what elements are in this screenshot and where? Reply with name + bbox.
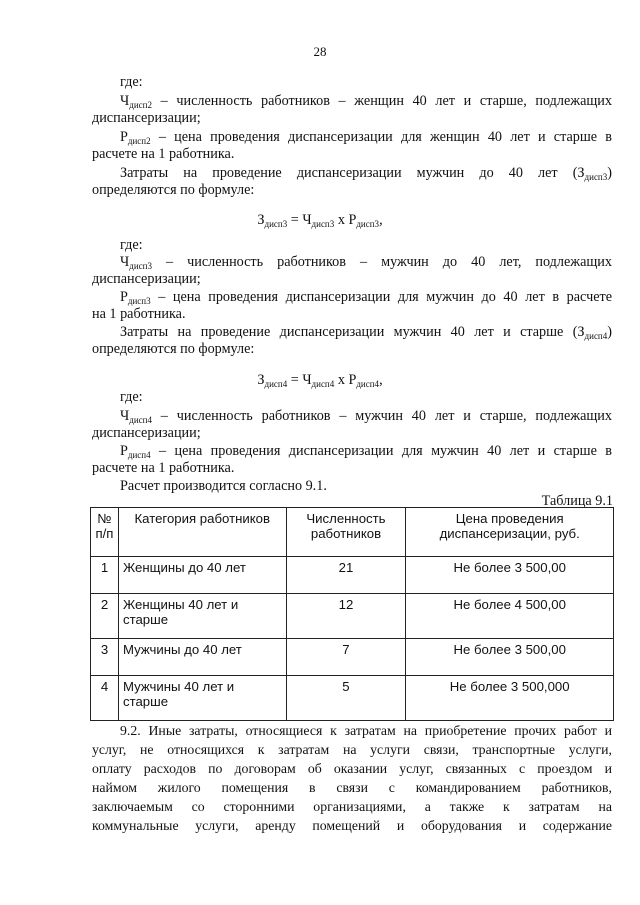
costs-men-40-plus-intro: Затраты на проведение диспансеризации мужчин 40 лет и старше $(З_{дисп4})$	[120, 324, 612, 341]
cell-number: 2	[91, 594, 119, 639]
where-label: где:	[120, 389, 143, 405]
where-label: где:	[120, 237, 143, 253]
section-9-2-line: услуг, не относящихся к затратам на услуги связи, транспортные услуги,	[92, 742, 612, 757]
cell-category: Мужчины до 40 лет	[118, 639, 286, 676]
header-number: № п/п	[91, 508, 119, 557]
header-count: Численность работников	[286, 508, 406, 557]
definition-r-disp3-cont: на 1 работника.	[92, 306, 186, 322]
definition-r-disp4: $Р_{дисп4}$ – цена проведения диспансеризации для мужчин 40 лет и старше в	[120, 443, 612, 460]
definition-ch-disp3-cont: диспансеризации;	[92, 271, 201, 287]
definition-ch-disp4-cont: диспансеризации;	[92, 425, 201, 441]
costs-men-under-40-intro-cont: определяются по формуле:	[92, 182, 255, 198]
header-category: Категория работников	[118, 508, 286, 557]
formula-disp3: $З_{дисп3} = Ч_{дисп3}$ х $Р_{дисп3}$,	[257, 212, 383, 229]
definition-ch-disp4: $Ч_{дисп4}$ – численность работников – мужчин 40 лет и старше, подлежащих	[120, 408, 612, 425]
cell-count: 12	[286, 594, 406, 639]
table-row	[91, 557, 614, 594]
cell-count: 5	[286, 676, 406, 721]
cell-count: 21	[286, 557, 406, 594]
cell-price: Не более 3 500,000	[406, 676, 614, 721]
cell-number: 3	[91, 639, 119, 676]
definition-r-disp2: $Р_{дисп2}$ – цена проведения диспансеризации для женщин 40 лет и старше в	[120, 129, 612, 146]
definition-r-disp3: $Р_{дисп3}$ – цена проведения диспансеризации для мужчин до 40 лет в расчете	[120, 289, 612, 306]
table-row	[91, 639, 614, 676]
definition-r-disp4-cont: расчете на 1 работника.	[92, 460, 235, 476]
cell-number: 4	[91, 676, 119, 721]
section-9-2-line: оплату расходов по договорам об оказании услуг, связанных с проездом и	[92, 761, 612, 776]
table-header-row	[91, 508, 614, 557]
definition-ch-disp2: $Ч_{дисп2}$ – численность работников – женщин 40 лет и старше, подлежащих	[120, 93, 612, 110]
cell-category: Женщины 40 лет и старше	[118, 594, 286, 639]
where-label: где:	[120, 74, 143, 90]
costs-men-under-40-intro: Затраты на проведение диспансеризации мужчин до 40 лет $(З_{дисп3})$	[120, 165, 612, 182]
costs-men-40-plus-intro-cont: определяются по формуле:	[92, 341, 255, 357]
calculation-note: Расчет производится согласно 9.1.	[120, 478, 327, 494]
cell-price: Не более 3 500,00	[406, 557, 614, 594]
table-caption: Таблица 9.1	[541, 493, 613, 509]
section-9-2-line: заключаемым со сторонними организациями, а также к затратам на	[92, 799, 612, 814]
section-9-2-line: 9.2. Иные затраты, относящиеся к затратам на приобретение прочих работ и	[120, 723, 612, 738]
formula-disp4: $З_{дисп4} = Ч_{дисп4}$ х $Р_{дисп4}$,	[257, 372, 383, 389]
cell-count: 7	[286, 639, 406, 676]
cell-category: Женщины до 40 лет	[118, 557, 286, 594]
definition-ch-disp2-cont: диспансеризации;	[92, 110, 201, 126]
section-9-2-line: коммунальные услуги, аренду помещений и оборудования и содержание	[92, 818, 612, 833]
header-price: Цена проведения диспансеризации, руб.	[406, 508, 614, 557]
definition-ch-disp3: $Ч_{дисп3}$ – численность работников – мужчин до 40 лет, подлежащих	[120, 254, 612, 271]
definition-r-disp2-cont: расчете на 1 работника.	[92, 146, 235, 162]
cell-price: Не более 4 500,00	[406, 594, 614, 639]
cell-category: Мужчины 40 лет и старше	[118, 676, 286, 721]
table-row	[91, 594, 614, 639]
cell-number: 1	[91, 557, 119, 594]
page-number: 28	[313, 44, 327, 59]
section-9-2-line: наймом жилого помещения в связи с командированием работников,	[92, 780, 612, 795]
table-row	[91, 676, 614, 721]
cell-price: Не более 3 500,00	[406, 639, 614, 676]
costs-table	[90, 507, 614, 721]
